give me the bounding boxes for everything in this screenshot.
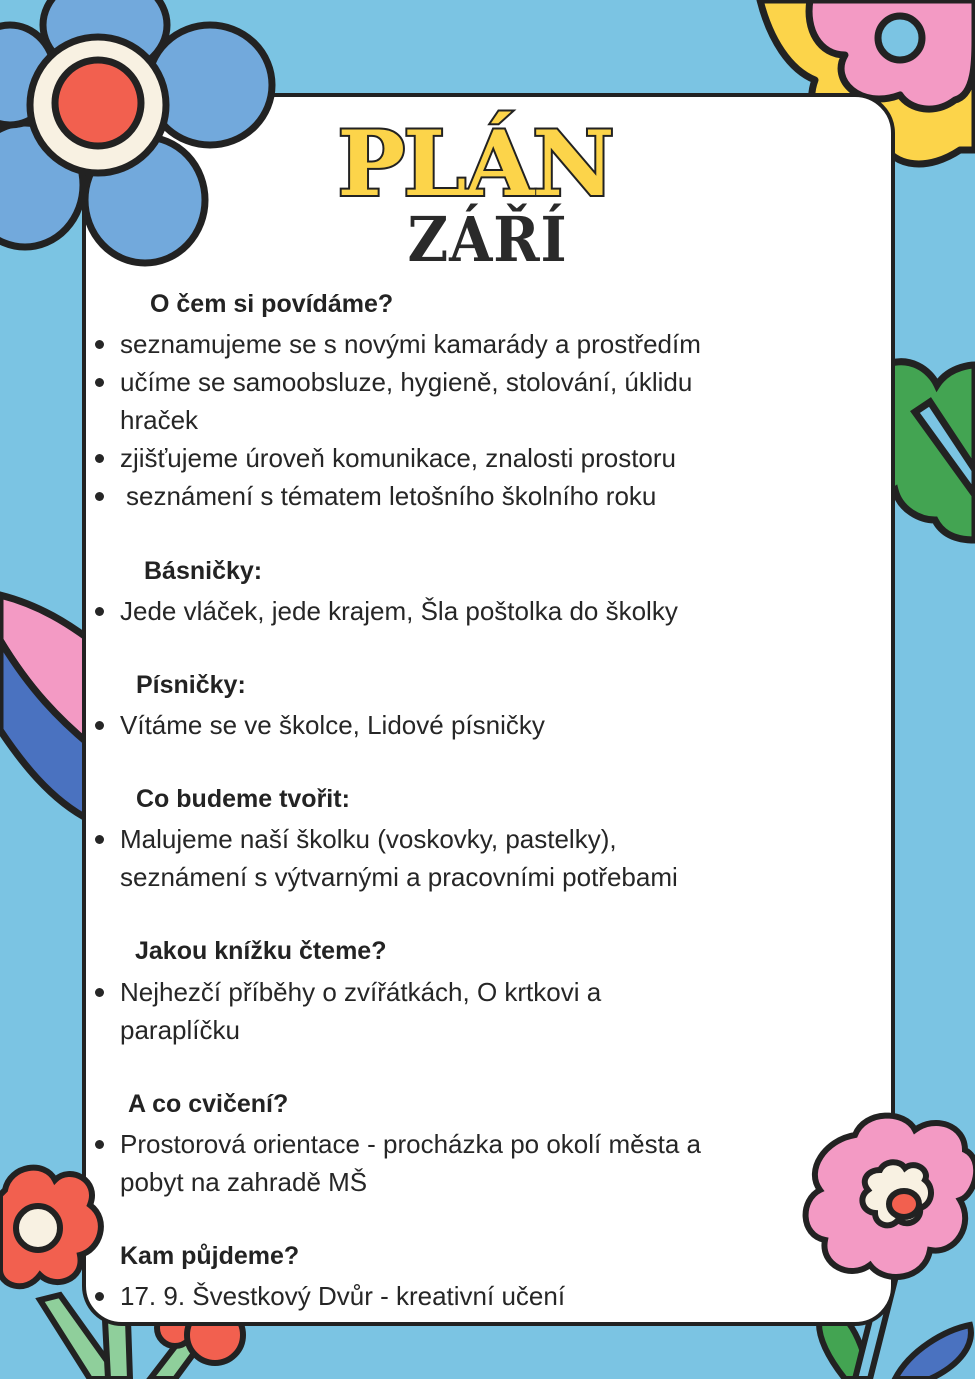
- bullet: [95, 1292, 104, 1301]
- bullet: [95, 607, 104, 616]
- list-item: Nejhezčí příběhy o zvířátkách, O krtkovi a: [120, 977, 602, 1007]
- bullet: [95, 492, 104, 501]
- section-heading: A co cvičení?: [128, 1090, 289, 1118]
- list-item-continuation: seznámení s výtvarnými a pracovními potřebami: [120, 862, 678, 892]
- pink-blue-leaf-icon: [0, 595, 90, 820]
- section-heading: Co budeme tvořit:: [136, 785, 350, 813]
- section-heading: O čem si povídáme?: [150, 290, 394, 318]
- list-item: Malujeme naší školku (voskovky, pastelky),: [120, 824, 617, 854]
- month-subtitle: ZÁŘÍ: [407, 203, 568, 276]
- plan-title: [295, 100, 655, 210]
- bullet: [95, 988, 104, 997]
- bullet: [95, 454, 104, 463]
- bullet: [95, 378, 104, 387]
- bullet: [95, 340, 104, 349]
- section-heading: Básničky:: [144, 557, 263, 585]
- list-item: zjišťujeme úroveň komunikace, znalosti prostoru: [120, 443, 677, 473]
- section-heading: Písničky:: [136, 671, 246, 699]
- list-item: seznamujeme se s novými kamarády a prostředím: [120, 329, 701, 359]
- list-item: učíme se samoobsluze, hygieně, stolování, úklidu: [120, 367, 693, 397]
- list-item: Prostorová orientace - procházka po okolí města a: [120, 1129, 701, 1159]
- list-item-continuation: pobyt na zahradě MŠ: [120, 1167, 368, 1197]
- header: [0, 0, 975, 290]
- title-text: PLÁN: [337, 111, 613, 210]
- bullet: [95, 835, 104, 844]
- bullet: [95, 1140, 104, 1149]
- section-heading: Kam půjdeme?: [120, 1242, 300, 1270]
- list-item: Vítáme se ve školce, Lidové písničky: [120, 710, 545, 740]
- list-item-continuation: hraček: [120, 405, 199, 435]
- section-heading: Jakou knížku čteme?: [135, 937, 387, 965]
- list-item: Jede vláček, jede krajem, Šla poštolka do školky: [120, 596, 678, 626]
- bullet: [95, 721, 104, 730]
- list-item: seznámení s tématem letošního školního roku: [126, 481, 657, 511]
- list-item: 17. 9. Švestkový Dvůr - kreativní učení: [120, 1281, 566, 1311]
- list-item-continuation: paraplíčku: [120, 1015, 240, 1045]
